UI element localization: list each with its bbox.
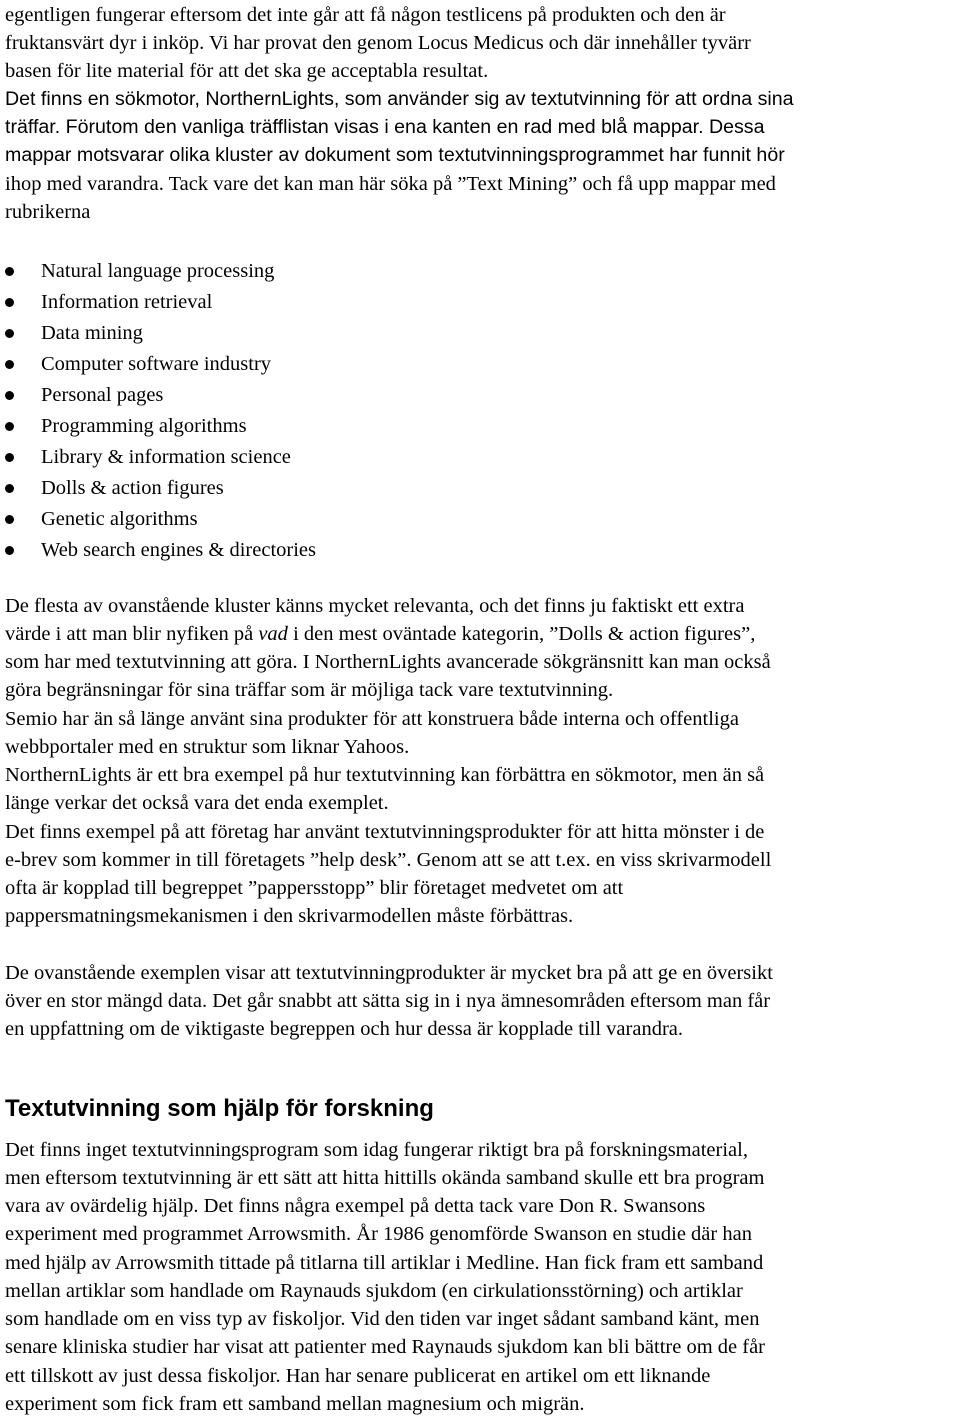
bullet-icon: [5, 391, 14, 400]
paragraph-line: som har med textutvinning att göra. I NorthernLights avancerade sökgränsnitt kan man också: [5, 651, 771, 673]
paragraph-line: över en stor mängd data. Det går snabbt att sätta sig in i nya ämnesområden eftersom man får: [5, 990, 771, 1012]
paragraph-line: mellan artiklar som handlade om Raynauds sjukdom (en cirkulationsstörning) och artiklar: [5, 1280, 743, 1302]
list-item-label: Web search engines & directories: [41, 539, 316, 561]
paragraph-line: vara av ovärdelig hjälp. Det finns några exempel på detta tack vare Don R. Swansons: [5, 1195, 706, 1217]
bullet-icon: [5, 515, 14, 524]
list-item-label: Dolls & action figures: [41, 477, 224, 499]
text-span: värde i att man blir nyfiken på: [5, 623, 254, 645]
list-item-label: Computer software industry: [41, 353, 272, 375]
list-item-label: Information retrieval: [41, 291, 213, 313]
list-item-label: Natural language processing: [41, 260, 275, 282]
paragraph-line: en uppfattning om de viktigaste begreppen och hur dessa är kopplade till varandra.: [5, 1018, 683, 1040]
paragraph-line: Det finns en sökmotor, NorthernLights, som använder sig av textutvinning för att ordna sina: [5, 88, 794, 110]
paragraph-line: senare kliniska studier har visat att patienter med Raynauds sjukdom kan bli bättre om de får: [5, 1336, 765, 1358]
paragraph-line: med hjälp av Arrowsmith tittade på titlarna till artiklar i Medline. Han fick fram ett samband: [5, 1252, 764, 1274]
paragraph-line: basen för lite material för att det ska ge acceptabla resultat.: [5, 60, 489, 82]
section-heading: Textutvinning som hjälp för forskning: [5, 1095, 434, 1122]
list-item-label: Personal pages: [41, 384, 164, 406]
bullet-icon: [5, 267, 14, 276]
paragraph-line: Det finns exempel på att företag har använt textutvinningsprodukter för att hitta mönster i de: [5, 821, 765, 843]
bullet-icon: [5, 298, 14, 307]
paragraph-line: men eftersom textutvinning är ett sätt att hitta hittills okända samband skulle ett bra program: [5, 1167, 765, 1189]
bullet-icon: [5, 422, 14, 431]
paragraph-line: träffar. Förutom den vanliga träfflistan visas i ena kanten en rad med blå mappar. Dessa: [5, 116, 765, 138]
bullet-icon: [5, 484, 14, 493]
paragraph-line: pappersmatningsmekanismen i den skrivarmodellen måste förbättras.: [5, 905, 574, 927]
paragraph-line: Det finns inget textutvinningsprogram som idag fungerar riktigt bra på forskningsmaterial,: [5, 1139, 748, 1161]
paragraph-line: egentligen fungerar eftersom det inte går att få någon testlicens på produkten och den är: [5, 4, 726, 26]
list-item-label: Data mining: [41, 322, 143, 344]
paragraph-line: e-brev som kommer in till företagets ”help desk”. Genom att se att t.ex. en viss skrivarmodell: [5, 849, 772, 871]
paragraph-line: mappar motsvarar olika kluster av dokument som textutvinningsprogrammet har funnit hör: [5, 144, 785, 166]
bullet-icon: [5, 453, 14, 462]
list-item-label: Genetic algorithms: [41, 508, 198, 530]
paragraph-line: De ovanstående exemplen visar att textutvinningprodukter är mycket bra på att ge en översikt: [5, 962, 773, 984]
paragraph-line: rubrikerna: [5, 201, 91, 223]
text-span: i den mest oväntade kategorin, ”Dolls & action figures”,: [293, 623, 756, 645]
paragraph-line: De flesta av ovanstående kluster känns mycket relevanta, och det finns ju faktiskt ett extra: [5, 595, 745, 617]
bullet-icon: [5, 329, 14, 338]
paragraph-line: ett tillskott av just dessa fiskoljor. Han har senare publicerat en artikel om ett liknande: [5, 1365, 711, 1387]
paragraph-line: experiment som fick fram ett samband mellan magnesium och migrän.: [5, 1393, 585, 1415]
bullet-icon: [5, 360, 14, 369]
paragraph-line: som handlade om en viss typ av fiskoljor. Vid den tiden var inget sådant samband känt, men: [5, 1308, 760, 1330]
paragraph-line: [5, 620, 755, 648]
bullet-icon: [5, 546, 14, 555]
emphasis-text: vad: [258, 623, 288, 645]
paragraph-line: ofta är kopplad till begreppet ”pappersstopp” blir företaget medvetet om att: [5, 877, 624, 899]
paragraph-line: Semio har än så länge använt sina produkter för att konstruera både interna och offentliga: [5, 708, 739, 730]
list-item-label: Library & information science: [41, 446, 291, 468]
paragraph-line: experiment med programmet Arrowsmith. År 1986 genomförde Swanson en studie där han: [5, 1223, 752, 1245]
list-item-label: Programming algorithms: [41, 415, 247, 437]
paragraph-line: fruktansvärt dyr i inköp. Vi har provat den genom Locus Medicus och där innehåller tyvärr: [5, 32, 751, 54]
paragraph-line: webbportaler med en struktur som liknar Yahoos.: [5, 736, 410, 758]
paragraph-line: NorthernLights är ett bra exempel på hur textutvinning kan förbättra en sökmotor, men än så: [5, 764, 765, 786]
paragraph-line: ihop med varandra. Tack vare det kan man här söka på ”Text Mining” och få upp mappar med: [5, 173, 776, 195]
paragraph-line: länge verkar det också vara det enda exemplet.: [5, 792, 389, 814]
paragraph-line: göra begränsningar för sina träffar som är möjliga tack vare textutvinning.: [5, 679, 614, 701]
